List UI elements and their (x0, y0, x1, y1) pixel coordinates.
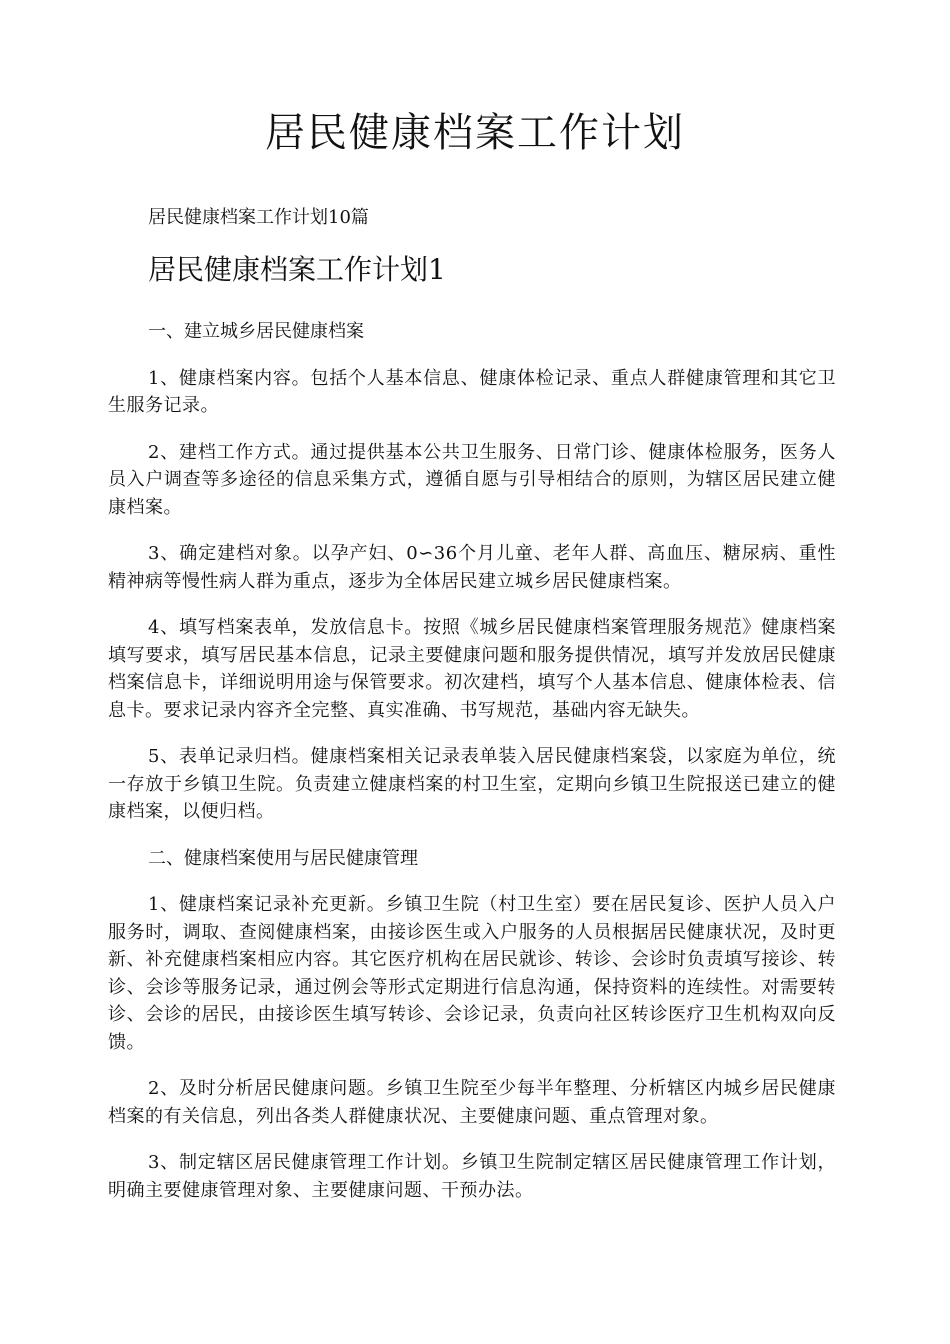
paragraph: 5、表单记录归档。健康档案相关记录表单装入居民健康档案袋，以家庭为单位，统一存放于乡镇卫生院。负责建立健康档案的村卫生室，定期向乡镇卫生院报送已建立的健康档案，以便归档。 (108, 746, 836, 822)
section-heading-1: 一、建立城乡居民健康档案 (148, 321, 364, 342)
paragraph: 4、填写档案表单，发放信息卡。按照《城乡居民健康档案管理服务规范》健康档案填写要求，填写居民基本信息，记录主要健康问题和服务提供情况，填写并发放居民健康档案信息卡，详细说明用途与保管要求。初次建档，填写个人基本信息、健康体检表、信息卡。要求记录内容齐全完整、真实准确、书写规范，基础内容无缺失。 (108, 617, 836, 721)
paragraph: 2、及时分析居民健康问题。乡镇卫生院至少每半年整理、分析辖区内城乡居民健康档案的有关信息，列出各类人群健康状况、主要健康问题、重点管理对象。 (108, 1078, 836, 1127)
document-body (108, 318, 836, 1223)
document-subtitle: 居民健康档案工作计划10篇 (148, 207, 369, 228)
paragraph: 3、制定辖区居民健康管理工作计划。乡镇卫生院制定辖区居民健康管理工作计划，明确主要健康管理对象、主要健康问题、干预办法。 (108, 1152, 836, 1201)
paragraph: 2、建档工作方式。通过提供基本公共卫生服务、日常门诊、健康体检服务，医务人员入户调查等多途径的信息采集方式，遵循自愿与引导相结合的原则，为辖区居民建立健康档案。 (108, 441, 836, 518)
section-title: 居民健康档案工作计划1 (148, 253, 446, 286)
document-title: 居民健康档案工作计划 (265, 110, 685, 156)
paragraph: 1、健康档案记录补充更新。乡镇卫生院（村卫生室）要在居民复诊、医护人员入户服务时，调取、查阅健康档案，由接诊医生或入户服务的人员根据居民健康状况，及时更新、补充健康档案相应内容。其它医疗机构在居民就诊、转诊、会诊时负责填写接诊、转诊、会诊等服务记录，通过例会等形式定期进行信息沟通，保持资料的连续性。对需要转诊、会诊的居民，由接诊医生填写转诊、会诊记录，负责向社区转诊医疗卫生机构双向反馈。 (108, 894, 836, 1053)
paragraph: 3、确定建档对象。以孕产妇、0∽36个月儿童、老年人群、高血压、糖尿病、重性精神病等慢性病人群为重点，逐步为全体居民建立城乡居民健康档案。 (108, 543, 836, 592)
section-heading-2: 二、健康档案使用与居民健康管理 (148, 847, 418, 869)
paragraph: 1、健康档案内容。包括个人基本信息、健康体检记录、重点人群健康管理和其它卫生服务记录。 (108, 367, 836, 416)
